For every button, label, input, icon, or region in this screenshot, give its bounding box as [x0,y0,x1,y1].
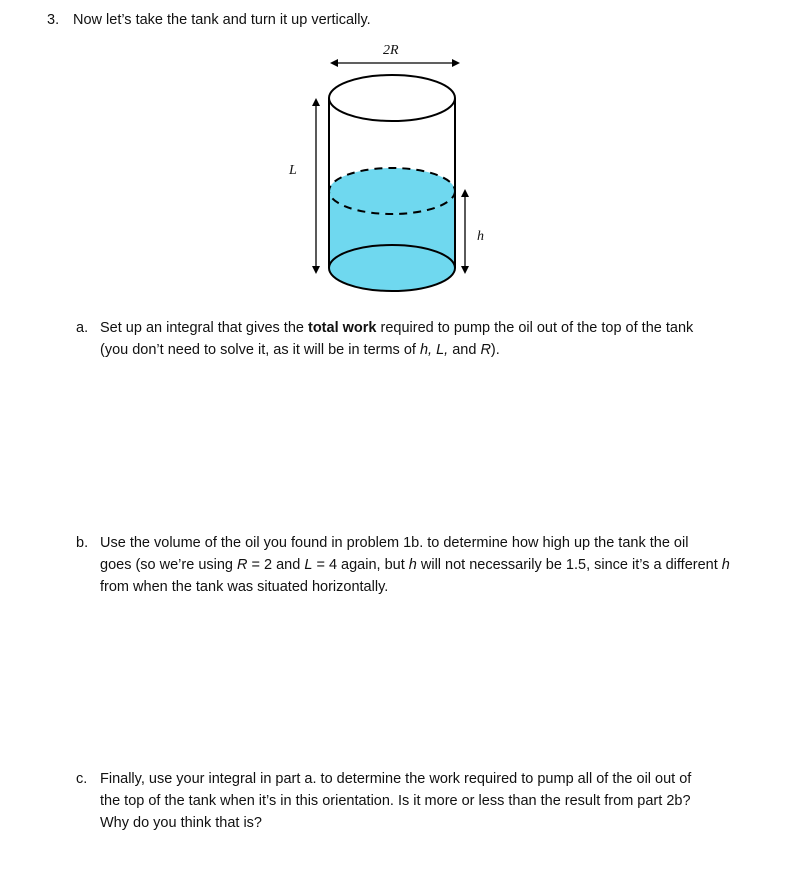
part-b-line-2 [100,554,766,576]
part-b-variable: h [408,557,417,573]
part-b [76,532,766,598]
part-a-line-2 [100,339,766,361]
cylinder-bottom [329,245,455,291]
part-a-text: ). [490,342,500,358]
part-a-bold-text: total work [307,320,377,336]
part-c [76,768,766,834]
part-b-text: = 2 and [247,557,305,573]
part-a-line-1 [100,317,766,339]
problem-number: 3. [47,12,60,28]
part-b-variable: R [237,557,248,573]
width-label: 2R [383,43,399,58]
height-label: h [477,229,484,244]
part-c-letter: c. [76,771,88,787]
cylinder-top [329,75,455,121]
tank-diagram [0,0,799,310]
part-a-variable: h, L, [419,342,449,358]
part-b-line-3: from when the tank was situated horizontally. [100,579,389,595]
length-label: L [289,163,297,178]
part-c-line-3: Why do you think that is? [100,815,262,831]
part-a-text: Set up an integral that gives the [100,320,308,336]
part-c-line-1: Finally, use your integral in part a. to determine the work required to pump all of the oil out of [100,771,692,787]
part-a-text: (you don’t need to solve it, as it will be in terms of [100,342,420,358]
part-b-text: = 4 again, but [312,557,409,573]
part-c-line-2: the top of the tank when it’s in this orientation. Is it more or less than the result from part 2b? [100,793,691,809]
part-a-text: and [448,342,481,358]
part-a [76,317,766,361]
part-b-variable: h [721,557,730,573]
part-a-variable: R [480,342,491,358]
part-b-variable: L [304,557,313,573]
part-b-letter: b. [76,535,89,551]
part-b-text: will not necessarily be 1.5, since it’s a different [416,557,722,573]
part-b-line-1: Use the volume of the oil you found in problem 1b. to determine how high up the tank the oil [100,535,689,551]
part-a-text: required to pump the oil out of the top of the tank [376,320,694,336]
problem-text: Now let’s take the tank and turn it up vertically. [73,12,371,28]
part-a-letter: a. [76,320,89,336]
part-b-text: goes (so we’re using [100,557,238,573]
